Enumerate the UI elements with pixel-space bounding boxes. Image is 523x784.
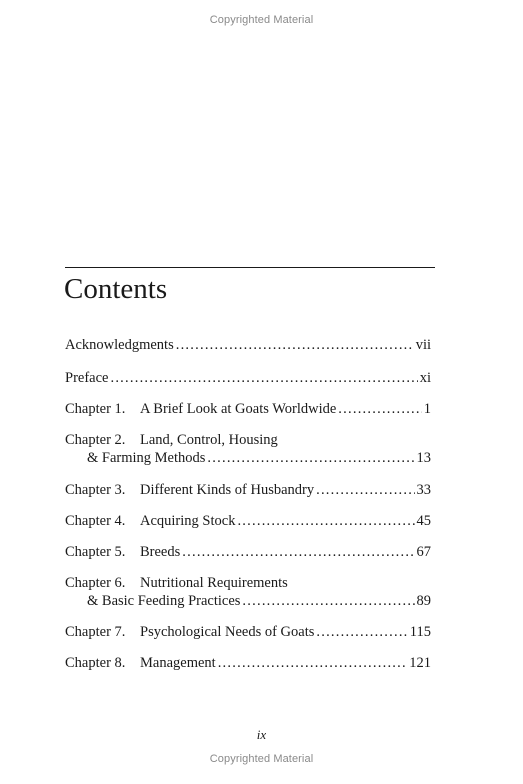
watermark-bottom: Copyrighted Material <box>209 753 314 765</box>
toc-entry-title: Different Kinds of Husbandry <box>140 482 315 498</box>
toc-entry-chapter-5 <box>65 543 431 561</box>
toc-entry-page: 121 <box>409 655 431 671</box>
toc-chapter-number: Chapter 3. <box>65 482 126 498</box>
toc-entry-chapter-7 <box>65 623 431 641</box>
toc-entry-title-continued: & Basic Feeding Practices <box>87 593 241 609</box>
toc-entry-chapter-2 <box>65 431 431 467</box>
toc-entry-preface <box>65 369 431 387</box>
toc-entry-title: Breeds <box>140 544 181 560</box>
toc-chapter-number: Chapter 8. <box>65 655 126 671</box>
toc-entry-acknowledgments <box>65 336 431 354</box>
dot-leader <box>176 336 414 354</box>
toc-chapter-number: Chapter 5. <box>65 544 126 560</box>
dot-leader <box>237 512 414 530</box>
toc-entry-title: Preface <box>65 370 109 386</box>
dot-leader <box>207 449 414 467</box>
toc-entry-title-continued: & Farming Methods <box>87 450 206 466</box>
toc-entry-page: 89 <box>416 593 431 609</box>
toc-entry-chapter-4 <box>65 512 431 530</box>
toc-entry-title: Management <box>140 655 216 671</box>
toc-chapter-number: Chapter 2. <box>65 432 126 448</box>
toc-entry-page: 13 <box>416 450 431 466</box>
dot-leader <box>316 481 414 499</box>
page-title: Contents <box>64 273 168 305</box>
toc-entry-page: 33 <box>416 482 431 498</box>
toc-entry-chapter-1 <box>65 400 431 418</box>
toc-chapter-number: Chapter 4. <box>65 513 126 529</box>
toc-entry-title: Nutritional Requirements <box>140 575 288 591</box>
dot-leader <box>110 369 417 387</box>
toc-entry-title: Acquiring Stock <box>140 513 236 529</box>
toc-entry-page: 67 <box>416 544 431 560</box>
toc-entry-page: 1 <box>423 401 431 417</box>
dot-leader <box>182 543 414 561</box>
dot-leader <box>316 623 407 641</box>
toc-entry-title: Acknowledgments <box>65 337 174 353</box>
toc-chapter-number: Chapter 7. <box>65 624 126 640</box>
toc-entry-chapter-8 <box>65 654 431 672</box>
toc-entry-chapter-6 <box>65 574 431 610</box>
toc-entry-page: xi <box>419 370 431 386</box>
watermark-top: Copyrighted Material <box>209 14 314 26</box>
dot-leader <box>242 592 414 610</box>
page-number: ix <box>256 727 267 742</box>
toc-entry-page: 45 <box>416 513 431 529</box>
toc-entry-title: Land, Control, Housing <box>140 432 278 448</box>
toc-entry-title: A Brief Look at Goats Worldwide <box>140 401 337 417</box>
toc-entry-title: Psychological Needs of Goats <box>140 624 315 640</box>
toc-chapter-number: Chapter 6. <box>65 575 126 591</box>
dot-leader <box>338 400 421 418</box>
toc-entry-chapter-3 <box>65 481 431 499</box>
toc-entry-page: vii <box>415 337 431 353</box>
toc-chapter-number: Chapter 1. <box>65 401 126 417</box>
title-rule <box>65 267 435 268</box>
toc-entry-page: 115 <box>409 624 431 640</box>
dot-leader <box>218 654 408 672</box>
